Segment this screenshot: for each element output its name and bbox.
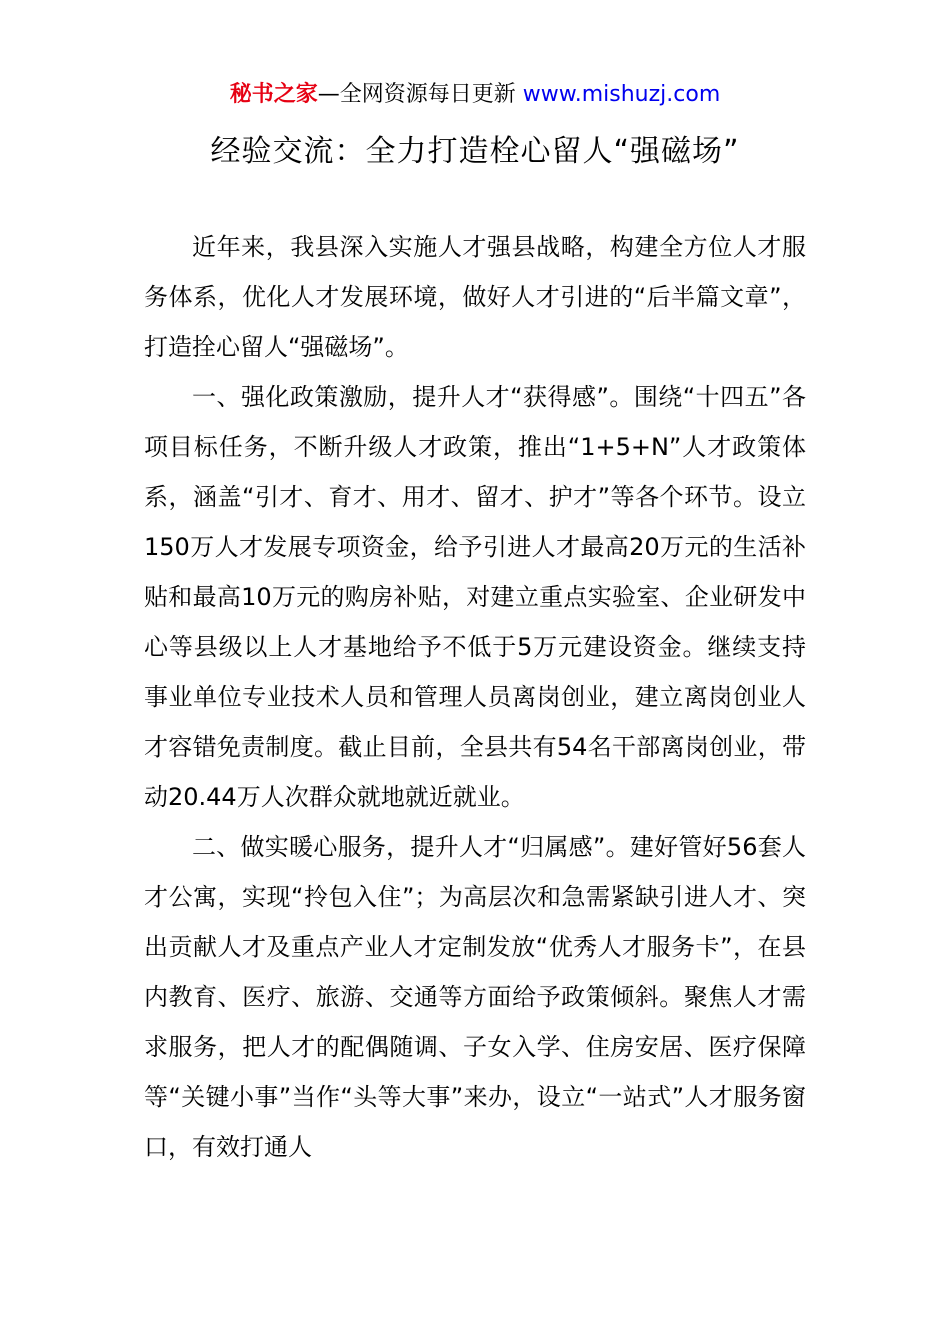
paragraph-warm-service: 二、做实暖心服务，提升人才“归属感”。建好管好56套人才公寓，实现“拎包入住”；为高层次和急需紧缺引进人才、突出贡献人才及重点产业人才定制发放“优秀人才服务卡”，在县内教育、医疗、旅游、交通等方面给予政策倾斜。聚焦人才需求服务，把人才的配偶随调、子女入学、住房安居、医疗保障等“关键小事”当作“头等大事”来办，设立“一站式”人才服务窗口，有效打通人 [144,833,806,1161]
site-tagline: —全网资源每日更新 [317,82,523,107]
document-body [144,222,806,1172]
paragraph-policy-incentive: 一、强化政策激励，提升人才“获得感”。围绕“十四五”各项目标任务，不断升级人才政策，推出“1+5+N”人才政策体系，涵盖“引才、育才、用才、留才、护才”等各个环节。设立150万人才发展专项资金，给予引进人才最高20万元的生活补贴和最高10万元的购房补贴，对建立重点实验室、企业研发中心等县级以上人才基地给予不低于5万元建设资金。继续支持事业单位专业技术人员和管理人员离岗创业，建立离岗创业人才容错免责制度。截止目前，全县共有54名干部离岗创业，带动20.44万人次群众就地就近就业。 [144,383,806,811]
paragraph-intro: 近年来，我县深入实施人才强县战略，构建全方位人才服务体系，优化人才发展环境，做好人才引进的“后半篇文章”，打造拴心留人“强磁场”。 [144,233,806,361]
site-url-link[interactable]: www.mishuzj.com [522,82,721,107]
document-title: 经验交流：全力打造栓心留人“强磁场” [210,134,740,169]
site-header [0,80,950,110]
site-brand: 秘书之家 [229,82,318,107]
